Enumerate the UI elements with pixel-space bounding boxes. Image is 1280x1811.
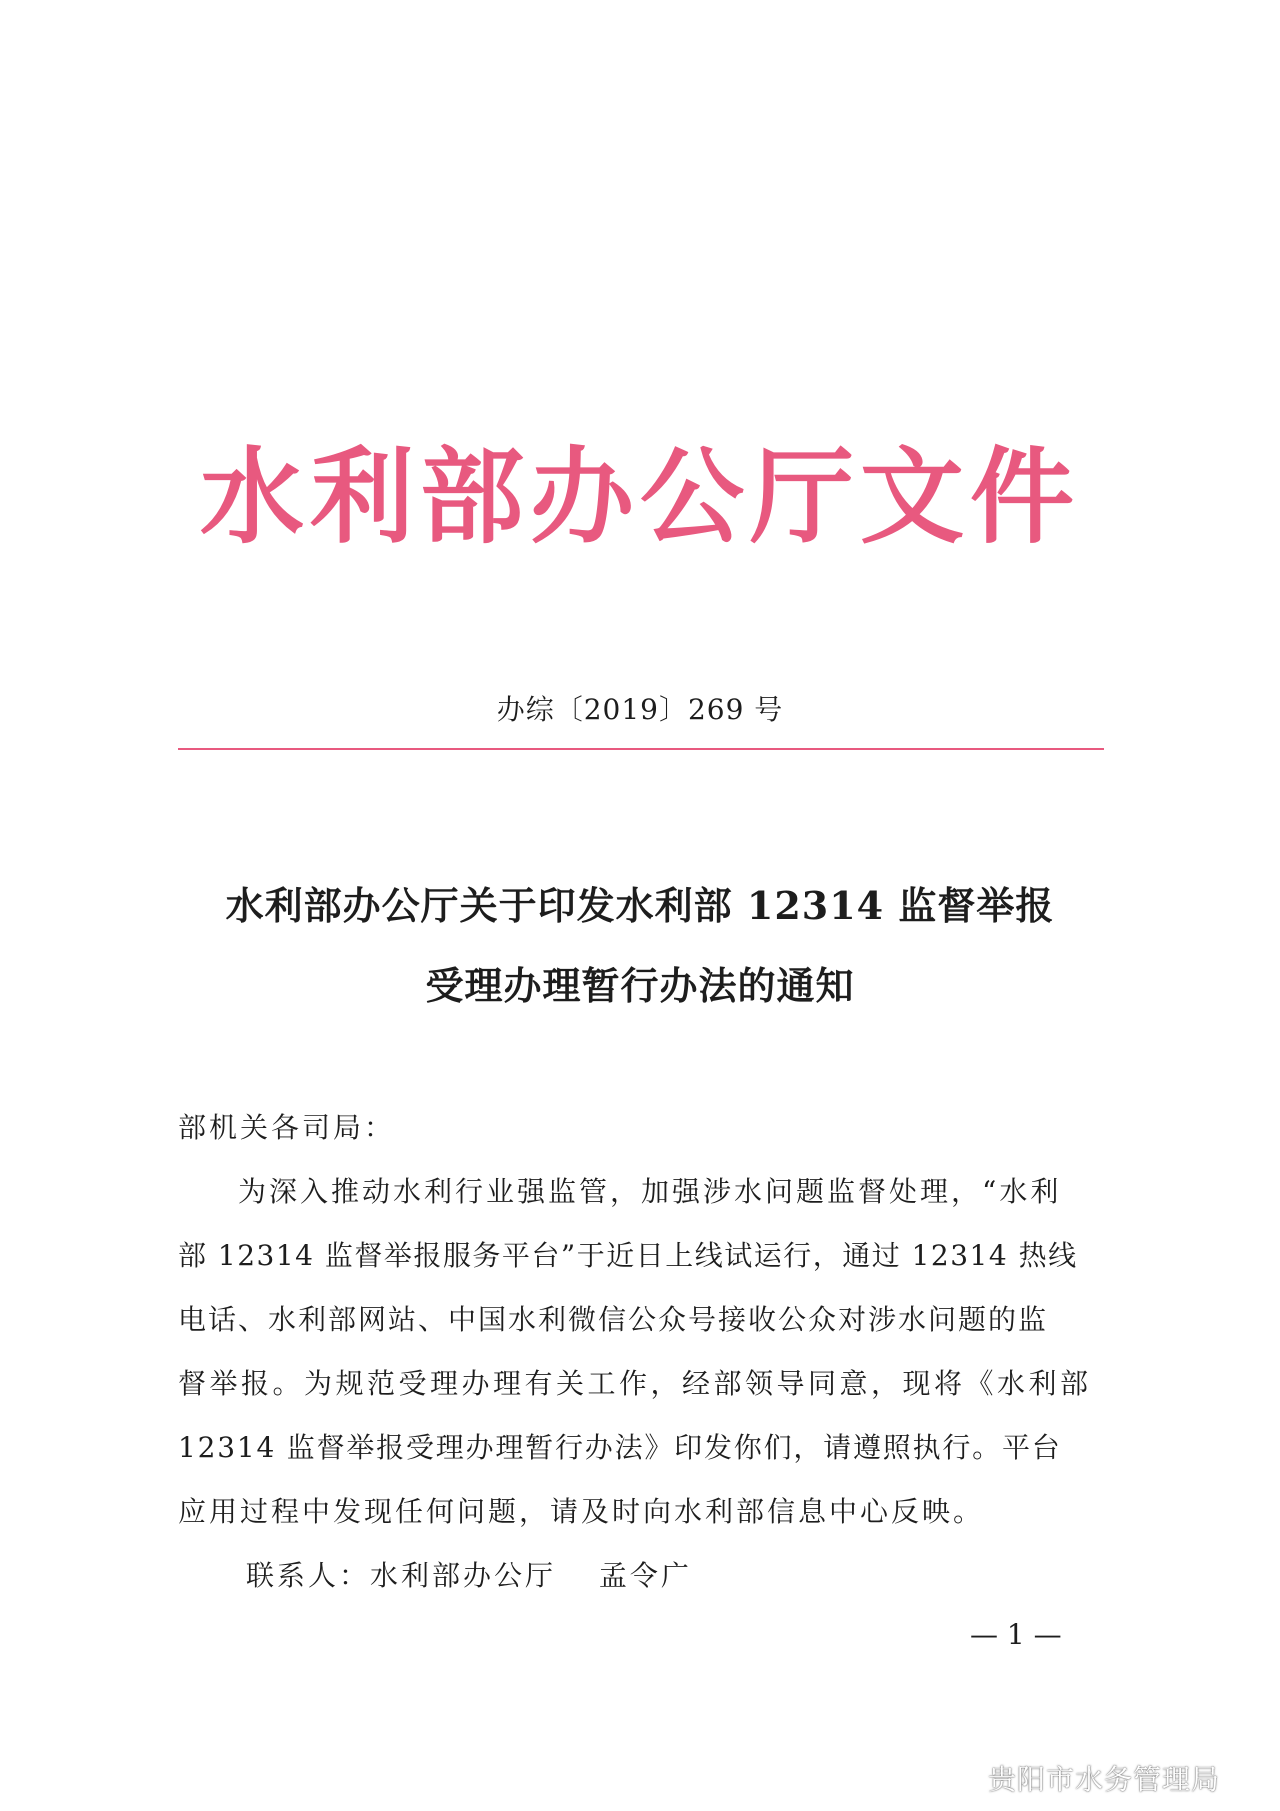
body-line: 电话、水利部网站、中国水利微信公众号接收公众对涉水问题的监 (178, 1303, 1049, 1336)
body-line: 部 12314 监督举报服务平台”于近日上线试运行，通过 12314 热线 (178, 1239, 1078, 1272)
body-line: 为深入推动水利行业强监管，加强涉水问题监督处理，“水利 (238, 1175, 1062, 1208)
account-watermark (938, 1758, 1220, 1798)
red-divider-line (178, 748, 1104, 750)
body-line: 12314 监督举报受理办理暂行办法》印发你们，请遵照执行。平台 (178, 1431, 1062, 1464)
body-line: 应用过程中发现任何问题，请及时向水利部信息中心反映。 (178, 1495, 985, 1528)
body-line: 督举报。为规范受理办理有关工作，经部领导同意，现将《水利部 (178, 1367, 1092, 1400)
wechat-icon (938, 1760, 982, 1796)
contact-line: 联系人：水利部办公厅 孟令广 (246, 1559, 692, 1592)
watermark-text: 贵阳市水务管理局 (988, 1763, 1221, 1796)
document-number: 办综〔2019〕269 号 (496, 693, 784, 726)
page-number: — 1 — (970, 1618, 1062, 1651)
notice-title-line-2: 受理办理暂行办法的通知 (425, 963, 855, 1008)
salutation: 部机关各司局： (178, 1111, 396, 1144)
masthead-title: 水利部办公厅文件 (199, 436, 1080, 558)
notice-title-line-1: 水利部办公厅关于印发水利部 12314 监督举报 (225, 883, 1055, 928)
